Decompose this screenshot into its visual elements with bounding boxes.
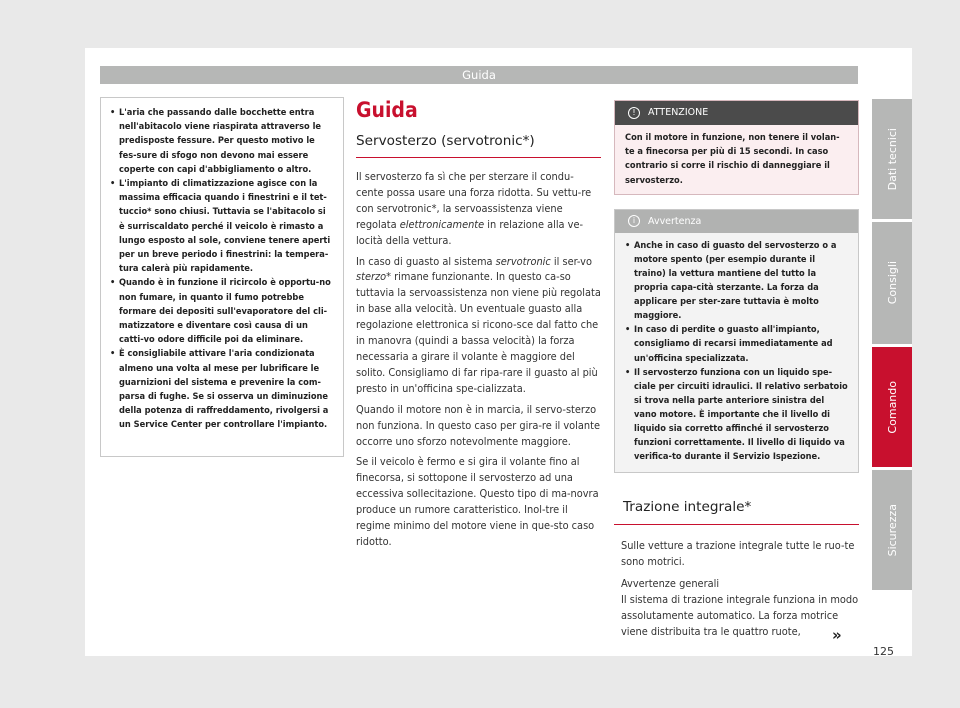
- tab-dati-tecnici[interactable]: Dati tecnici: [872, 99, 912, 219]
- awd-text: [614, 538, 859, 639]
- right-column: [614, 100, 859, 646]
- warning-box: [614, 100, 859, 195]
- warning-header: [615, 101, 858, 125]
- note-header: [615, 210, 858, 233]
- info-icon: i: [628, 215, 640, 227]
- paragraph: Il sistema di trazione integrale funziona in modo assolutamente automatico. La forza motrice viene distribuita tra le quattro ruote,: [621, 593, 859, 638]
- note-bullet: • Anche in caso di guasto del servosterzo o a motore spento (per esempio durante il traino) la vettura mantiene del tutto la propria capa-cità sterzante. La forza da applicare per ster-zare tuttavia è molto maggiore.: [625, 239, 848, 324]
- tip-bullet: • L'impianto di climatizzazione agisce con la massima efficacia quando i finestrini e il tet-tuccio* sono chiusi. Tuttavia se l'abitacolo si è surriscaldato perché il veicolo è rimasto a lungo esposto al sole, conviene tenere aperti per un breve periodo i finestrini: la tempera-tura calerà più rapidamente.: [110, 177, 334, 276]
- paragraph: Quando il motore non è in marcia, il servo-sterzo non funziona. In questo caso per gira-re il volante occorre uno sforzo notevolmente maggiore.: [356, 402, 600, 448]
- tab-consigli[interactable]: Consigli: [872, 222, 912, 344]
- paragraph: Sulle vetture a trazione integrale tutte le ruo-te sono motrici.: [621, 539, 855, 569]
- section-title: Guida: [356, 98, 418, 122]
- warning-icon: !: [628, 107, 640, 119]
- page-number: 125: [873, 645, 894, 658]
- note-bullet: • In caso di perdite o guasto all'impianto, consigliamo di recarsi immediatamente ad un'officina specializzata.: [625, 323, 848, 365]
- page-header: Guida: [100, 66, 858, 84]
- warning-text: Con il motore in funzione, non tenere il volan-te a finecorsa per più di 15 secondi. In caso contrario si corre il rischio di danneggiare il servosterzo.: [625, 132, 840, 186]
- paragraph: Il servosterzo fa sì che per sterzare il condu-cente possa usare una forza ridotta. Su vettu-re con servotronic*, la servoassistenza viene regolata elettronicamente in relazione alla ve-locità della vettura.: [356, 170, 592, 247]
- tab-sicurezza[interactable]: Sicurezza: [872, 470, 912, 590]
- warning-label: ATTENZIONE: [648, 107, 709, 118]
- tips-box: [100, 97, 344, 457]
- main-column: [356, 97, 601, 555]
- note-label: Avvertenza: [648, 215, 702, 227]
- tip-bullet: • È consigliabile attivare l'aria condizionata almeno una volta al mese per lubrificare le guarnizioni del sistema e prevenire la com-parsa di fughe. Se si osserva un diminuzione della potenza di raffreddamento, rivolgersi a un Service Center per controllare l'impianto.: [110, 347, 334, 432]
- note-text: [615, 233, 858, 473]
- note-box: [614, 209, 859, 474]
- tip-bullet: • L'aria che passando dalle bocchette entra nell'abitacolo viene riaspirata attraverso le predisposte fessure. Per questo motivo le fes-sure di sfogo non devono mai essere coperte con capi d'abbigliamento o altro.: [110, 106, 334, 177]
- paragraph: In caso di guasto al sistema servotronic il ser-vo sterzo* rimane funzionante. In questo ca-so tuttavia la servoassistenza non viene più regolata in base alla velocità. Un eventuale guasto alla regolazione elettronica si ricono-sce dal fatto che in manovra (quindi a bassa velocità) la forza necessaria a girare il volante è maggiore del solito. Consigliamo di far ripa-rare il guasto al più presto in un'officina spe-cializzata.: [356, 254, 601, 395]
- tip-bullet: • Quando è in funzione il ricircolo è opportu-no non fumare, in quanto il fumo potrebbe formare dei depositi sull'evaporatore del cli-matizzatore e diventare così causa di un catti-vo odore difficile poi da eliminare.: [110, 276, 334, 347]
- body-text: [356, 169, 601, 550]
- tab-comando[interactable]: Comando: [872, 347, 912, 467]
- subsection-title-awd: Trazione integrale*: [614, 498, 859, 525]
- paragraph-heading: Avvertenze generali: [621, 577, 720, 591]
- note-bullet: • Il servosterzo funziona con un liquido spe-ciale per circuiti idraulici. Il relativo serbatoio si trova nella parte anteriore sinistra del vano motore. È importante che il livello di liquido sia corretto affinché il servosterzo funzioni correttamente. Il livello di liquido va verifica-to durante il Servizio Ispezione.: [625, 366, 848, 465]
- paragraph: Se il veicolo è fermo e si gira il volante fino al finecorsa, si sottopone il servosterzo ad una eccessiva sollecitazione. Questo tipo di ma-novra produce un rumore caratteristico. Inol-tre il regime minimo del motore viene in que-sto caso ridotto.: [356, 455, 599, 548]
- subsection-title: Servosterzo (servotronic*): [356, 132, 601, 158]
- continue-arrow-icon: »: [832, 626, 842, 644]
